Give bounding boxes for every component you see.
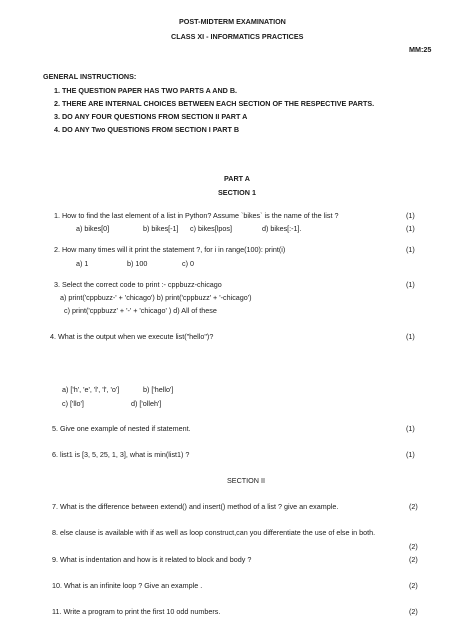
instruction-item: 1. THE QUESTION PAPER HAS TWO PARTS A AND B. [54,86,238,95]
q4-option-a: a) ['h', 'e', 'l', 'l', 'o'] [62,385,120,394]
q3-options-line-1: a) print('cppbuzz-' + 'chicago') b) print('cppbuzz' + '-chicago') [60,293,252,302]
q1-option-b: b) bikes[-1] [143,224,179,233]
question-3-marks: (1) [406,280,415,289]
q4-option-c: c) ['llo'] [62,399,84,408]
question-5: 5. Give one example of nested if statement. [52,424,191,433]
q1-option-a: a) bikes[0] [76,224,110,233]
question-9: 9. What is indentation and how is it related to block and body ? [52,555,252,564]
question-8: 8. else clause is available with if as well as loop construct,can you differentiate the use of else in both. [52,528,376,537]
question-4: 4. What is the output when we execute list("hello")? [50,332,214,341]
q1-option-marks: (1) [406,224,415,233]
part-a-title: PART A [224,174,250,183]
question-2-marks: (1) [406,245,415,254]
question-8-marks: (2) [409,542,418,551]
section-1-title: SECTION 1 [218,188,256,197]
instructions-heading: GENERAL INSTRUCTIONS: [43,72,137,81]
q4-option-d: d) ['olleh'] [131,399,162,408]
exam-title: POST-MIDTERM EXAMINATION [179,17,286,26]
q2-option-c: c) 0 [182,259,194,268]
question-7: 7. What is the difference between extend() and insert() method of a list ? give an example. [52,502,339,511]
question-2: 2. How many times will it print the statement ?, for i in range(100): print(i) [54,245,286,254]
max-marks: MM:25 [409,45,432,54]
question-5-marks: (1) [406,424,415,433]
class-subtitle: CLASS XI - INFORMATICS PRACTICES [171,32,304,41]
q4-option-b: b) ['hello'] [143,385,174,394]
instruction-item: 4. DO ANY Two QUESTIONS FROM SECTION I PART B [54,125,240,134]
question-10: 10. What is an infinite loop ? Give an example . [52,581,203,590]
instruction-item: 2. THERE ARE INTERNAL CHOICES BETWEEN EACH SECTION OF THE RESPECTIVE PARTS. [54,99,375,108]
question-1: 1. How to find the last element of a list in Python? Assume `bikes` is the name of the list ? [54,211,339,220]
question-1-marks: (1) [406,211,415,220]
q2-option-b: b) 100 [127,259,148,268]
question-11: 11. Write a program to print the first 10 odd numbers. [52,607,221,616]
question-11-marks: (2) [409,607,418,616]
q1-option-c: c) bikes[lpos] [190,224,232,233]
q2-option-a: a) 1 [76,259,89,268]
question-9-marks: (2) [409,555,418,564]
question-3: 3. Select the correct code to print :- cppbuzz-chicago [54,280,222,289]
question-6: 6. list1 is [3, 5, 25, 1, 3], what is min(list1) ? [52,450,190,459]
question-10-marks: (2) [409,581,418,590]
question-7-marks: (2) [409,502,418,511]
instruction-item: 3. DO ANY FOUR QUESTIONS FROM SECTION II PART A [54,112,248,121]
section-2-title: SECTION II [227,476,265,485]
question-4-marks: (1) [406,332,415,341]
q3-options-line-2: c) print('cppbuzz' + '-' + 'chicago' ) d) All of these [64,306,217,315]
q1-option-d: d) bikes[:-1]. [262,224,302,233]
question-6-marks: (1) [406,450,415,459]
